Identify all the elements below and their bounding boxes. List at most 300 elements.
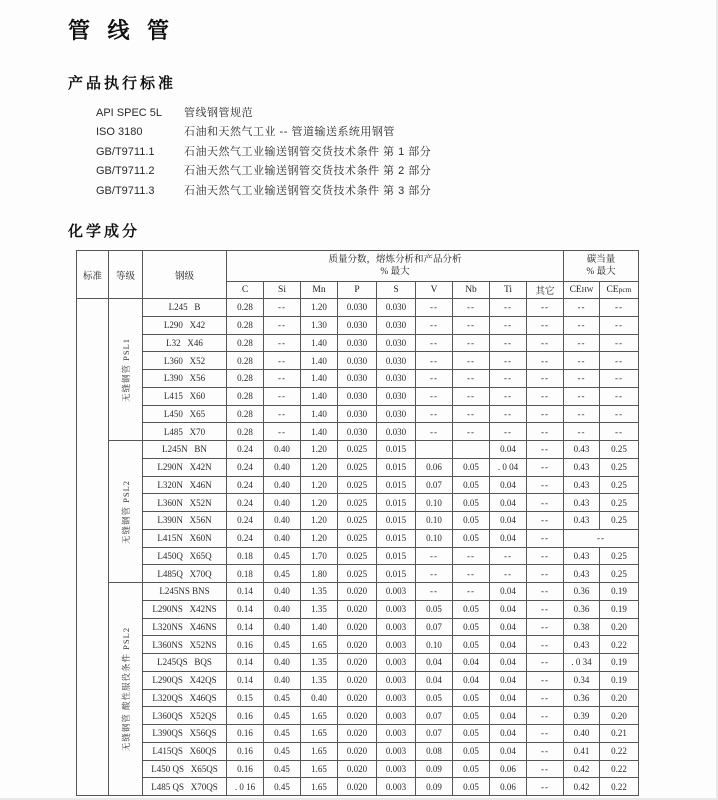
value-cell: 0.06 — [416, 458, 453, 476]
value-cell: 0.020 — [338, 760, 377, 778]
steel-grade-cell: L290 X42 — [143, 316, 227, 334]
value-cell: 0.04 — [490, 529, 527, 547]
value-cell: 0.020 — [338, 742, 377, 760]
steel-grade-cell: L320N X46N — [143, 476, 227, 494]
value-cell: -- — [416, 299, 453, 317]
value-cell: 0.030 — [338, 423, 377, 441]
ce-value-cell: 0.25 — [600, 494, 639, 512]
value-cell: 1.35 — [301, 600, 338, 618]
steel-grade-cell: L450 X65 — [143, 405, 227, 423]
steel-grade-cell: L290QS X42QS — [143, 671, 227, 689]
value-cell: 0.04 — [490, 707, 527, 725]
value-cell: 1.65 — [301, 725, 338, 743]
value-cell: 0.020 — [338, 600, 377, 618]
header-element-si: Si — [264, 282, 301, 299]
value-cell: 0.05 — [453, 494, 490, 512]
standard-description: 石油天然气工业输送钢管交货技术条件 第 3 部分 — [184, 184, 432, 197]
ce-value-cell: -- — [564, 316, 600, 334]
ce-value-cell: -- — [600, 316, 639, 334]
value-cell: -- — [527, 299, 564, 317]
ce-value-cell: 0.22 — [600, 778, 639, 796]
value-cell: -- — [527, 441, 564, 459]
value-cell: -- — [527, 370, 564, 388]
value-cell: -- — [527, 689, 564, 707]
chemistry-section-heading: 化学成分 — [68, 224, 141, 241]
ce-value-cell: -- — [600, 405, 639, 423]
ce-value-cell: 0.43 — [564, 636, 600, 654]
value-cell: 0.04 — [490, 441, 527, 459]
value-cell: 1.70 — [301, 547, 338, 565]
value-cell: 0.28 — [227, 387, 264, 405]
value-cell: -- — [490, 299, 527, 317]
ce-value-cell: 0.20 — [600, 707, 639, 725]
ce-value-cell: 0.19 — [600, 654, 639, 672]
header-element-other: 其它 — [527, 282, 564, 299]
value-cell: 0.015 — [377, 512, 416, 530]
value-cell: -- — [527, 760, 564, 778]
value-cell: 0.04 — [453, 671, 490, 689]
value-cell: -- — [453, 547, 490, 565]
value-cell: 0.24 — [227, 494, 264, 512]
value-cell: 0.003 — [377, 725, 416, 743]
ce-value-cell: 0.39 — [564, 707, 600, 725]
value-cell: -- — [416, 423, 453, 441]
value-cell: 0.015 — [377, 547, 416, 565]
value-cell: 1.40 — [301, 405, 338, 423]
ce-value-cell: . 0 34 — [564, 654, 600, 672]
value-cell: 0.030 — [377, 405, 416, 423]
value-cell: 0.003 — [377, 760, 416, 778]
table-row — [77, 423, 639, 441]
value-cell: 0.003 — [377, 583, 416, 601]
value-cell: 1.20 — [301, 494, 338, 512]
value-cell: 0.24 — [227, 529, 264, 547]
value-cell: -- — [264, 405, 301, 423]
value-cell: 0.04 — [416, 671, 453, 689]
ce-merged-cell: -- — [564, 529, 639, 547]
value-cell: 0.45 — [264, 760, 301, 778]
value-cell: 1.80 — [301, 565, 338, 583]
value-cell: 0.003 — [377, 636, 416, 654]
value-cell: -- — [416, 316, 453, 334]
value-cell: 0.020 — [338, 671, 377, 689]
value-cell: -- — [264, 299, 301, 317]
value-cell: 0.40 — [301, 689, 338, 707]
value-cell: 0.28 — [227, 316, 264, 334]
value-cell: 0.015 — [377, 529, 416, 547]
value-cell: 0.09 — [416, 778, 453, 796]
table-row — [77, 707, 639, 725]
value-cell: 1.20 — [301, 529, 338, 547]
steel-grade-cell: L415QS X60QS — [143, 742, 227, 760]
value-cell: 0.18 — [227, 547, 264, 565]
value-cell: 0.45 — [264, 742, 301, 760]
value-cell: 0.030 — [377, 334, 416, 352]
ce-value-cell: 0.36 — [564, 600, 600, 618]
table-row — [77, 458, 639, 476]
value-cell: 0.06 — [490, 760, 527, 778]
value-cell: 0.07 — [416, 725, 453, 743]
standard-description: 石油和天然气工业 -- 管道输送系统用钢管 — [184, 126, 395, 139]
value-cell: 1.40 — [301, 618, 338, 636]
value-cell: -- — [527, 636, 564, 654]
value-cell: 0.16 — [227, 760, 264, 778]
standard-code: GB/T9711.1 — [96, 145, 155, 158]
value-cell: 1.20 — [301, 512, 338, 530]
value-cell: -- — [527, 458, 564, 476]
table-row — [77, 387, 639, 405]
header-standard: 标准 — [77, 251, 109, 299]
table-row — [77, 742, 639, 760]
value-cell: 0.45 — [264, 707, 301, 725]
value-cell: 0.003 — [377, 618, 416, 636]
value-cell: 0.14 — [227, 583, 264, 601]
value-cell: 0.04 — [490, 671, 527, 689]
ce-value-cell: -- — [564, 352, 600, 370]
table-row — [77, 494, 639, 512]
value-cell: -- — [453, 352, 490, 370]
header-grade: 等级 — [109, 251, 143, 299]
value-cell: 0.05 — [453, 725, 490, 743]
value-cell: -- — [527, 387, 564, 405]
value-cell: 0.28 — [227, 299, 264, 317]
ce-value-cell: 0.20 — [600, 618, 639, 636]
steel-grade-cell: L320QS X46QS — [143, 689, 227, 707]
header-element-nb: Nb — [453, 282, 490, 299]
page-title: 管 线 管 — [68, 18, 176, 43]
value-cell: 0.28 — [227, 352, 264, 370]
value-cell: 0.05 — [453, 476, 490, 494]
header-ce-hw — [564, 282, 600, 299]
ce-value-cell: 0.43 — [564, 441, 600, 459]
steel-grade-cell: L450Q X65Q — [143, 547, 227, 565]
value-cell: 0.10 — [416, 529, 453, 547]
steel-grade-cell: L390QS X56QS — [143, 725, 227, 743]
value-cell: 0.45 — [264, 725, 301, 743]
value-cell: 0.16 — [227, 636, 264, 654]
value-cell: 0.04 — [490, 618, 527, 636]
value-cell: 0.030 — [338, 316, 377, 334]
standard-code: GB/T9711.3 — [96, 184, 155, 197]
ce-value-cell: 0.43 — [564, 458, 600, 476]
value-cell: 0.030 — [338, 387, 377, 405]
value-cell: -- — [490, 565, 527, 583]
value-cell — [453, 441, 490, 459]
value-cell: 0.003 — [377, 707, 416, 725]
value-cell: 0.030 — [338, 334, 377, 352]
value-cell: 0.030 — [338, 352, 377, 370]
steel-grade-cell: L245QS BQS — [143, 654, 227, 672]
table-row — [77, 583, 639, 601]
value-cell: 0.025 — [338, 441, 377, 459]
value-cell: 0.04 — [416, 654, 453, 672]
value-cell: 0.04 — [490, 636, 527, 654]
value-cell: -- — [264, 370, 301, 388]
value-cell: -- — [453, 565, 490, 583]
ce-value-cell: 0.42 — [564, 760, 600, 778]
header-mass-fraction — [227, 251, 564, 282]
table-row — [77, 441, 639, 459]
group-label: 无缝钢管 PSL2 — [120, 479, 131, 544]
value-cell: 0.04 — [490, 600, 527, 618]
value-cell: 0.24 — [227, 441, 264, 459]
value-cell: 0.05 — [453, 742, 490, 760]
value-cell: 0.24 — [227, 512, 264, 530]
table-row — [77, 760, 639, 778]
value-cell: -- — [453, 423, 490, 441]
value-cell: 1.35 — [301, 671, 338, 689]
value-cell: 0.10 — [416, 494, 453, 512]
steel-grade-cell: L290NS X42NS — [143, 600, 227, 618]
value-cell: 0.04 — [490, 742, 527, 760]
value-cell: -- — [527, 423, 564, 441]
ce-value-cell: -- — [600, 352, 639, 370]
value-cell: 0.14 — [227, 618, 264, 636]
value-cell: -- — [490, 334, 527, 352]
value-cell: -- — [416, 565, 453, 583]
value-cell: 0.24 — [227, 458, 264, 476]
steel-grade-cell: L360N X52N — [143, 494, 227, 512]
value-cell: 0.07 — [416, 476, 453, 494]
value-cell — [416, 441, 453, 459]
ce-value-cell: 0.41 — [564, 742, 600, 760]
value-cell: 0.003 — [377, 778, 416, 796]
value-cell: 0.05 — [453, 618, 490, 636]
value-cell: 0.45 — [264, 565, 301, 583]
value-cell: 0.04 — [490, 583, 527, 601]
value-cell: 0.40 — [264, 600, 301, 618]
value-cell: 0.020 — [338, 778, 377, 796]
value-cell: -- — [453, 334, 490, 352]
table-row — [77, 316, 639, 334]
value-cell: 0.40 — [264, 583, 301, 601]
ce-value-cell: 0.42 — [564, 778, 600, 796]
ce-value-cell: -- — [600, 299, 639, 317]
value-cell: 0.24 — [227, 476, 264, 494]
steel-grade-cell: L390 X56 — [143, 370, 227, 388]
value-cell: -- — [527, 547, 564, 565]
table-row — [77, 334, 639, 352]
value-cell: 0.015 — [377, 458, 416, 476]
header-element-p: P — [338, 282, 377, 299]
ce-hw-base: CE — [569, 285, 582, 296]
ce-value-cell: 0.43 — [564, 494, 600, 512]
value-cell: -- — [490, 423, 527, 441]
value-cell: 0.14 — [227, 600, 264, 618]
value-cell: 0.05 — [453, 458, 490, 476]
value-cell: 1.65 — [301, 707, 338, 725]
value-cell: 1.35 — [301, 583, 338, 601]
value-cell: 0.030 — [338, 370, 377, 388]
steel-grade-cell: L320NS X46NS — [143, 618, 227, 636]
ce-value-cell: -- — [600, 387, 639, 405]
standard-code: API SPEC 5L — [96, 107, 163, 119]
steel-grade-cell: L245N BN — [143, 441, 227, 459]
ce-value-cell: -- — [564, 299, 600, 317]
standard-description: 石油天然气工业输送钢管交货技术条件 第 2 部分 — [184, 165, 432, 178]
value-cell: 0.04 — [490, 725, 527, 743]
ce-value-cell: 0.34 — [564, 671, 600, 689]
table-row — [77, 352, 639, 370]
steel-grade-cell: L360QS X52QS — [143, 707, 227, 725]
value-cell: 0.030 — [377, 316, 416, 334]
value-cell: 0.10 — [416, 512, 453, 530]
value-cell: 0.020 — [338, 707, 377, 725]
value-cell: -- — [490, 387, 527, 405]
value-cell: 0.40 — [264, 494, 301, 512]
ce-value-cell: 0.36 — [564, 583, 600, 601]
ce-value-cell: 0.43 — [564, 547, 600, 565]
value-cell: . 0 04 — [490, 458, 527, 476]
table-row — [77, 778, 639, 796]
value-cell: 0.14 — [227, 671, 264, 689]
ce-value-cell: 0.19 — [600, 583, 639, 601]
value-cell: 0.05 — [453, 760, 490, 778]
ce-value-cell: 0.25 — [600, 565, 639, 583]
value-cell: -- — [453, 316, 490, 334]
value-cell: -- — [527, 707, 564, 725]
header-element-c: C — [227, 282, 264, 299]
value-cell: -- — [416, 547, 453, 565]
value-cell: 0.015 — [377, 494, 416, 512]
value-cell: 0.28 — [227, 370, 264, 388]
table-row — [77, 600, 639, 618]
value-cell: 0.030 — [377, 299, 416, 317]
value-cell: 0.45 — [264, 778, 301, 796]
standard-item — [96, 104, 716, 123]
ce-value-cell: 0.22 — [600, 760, 639, 778]
standard-item — [96, 123, 716, 142]
value-cell: -- — [527, 583, 564, 601]
ce-pcm-base: CE — [606, 285, 619, 296]
table-row — [77, 547, 639, 565]
value-cell: 1.40 — [301, 370, 338, 388]
value-cell: 0.07 — [416, 618, 453, 636]
value-cell: -- — [490, 316, 527, 334]
ce-value-cell: -- — [564, 334, 600, 352]
value-cell: 0.28 — [227, 423, 264, 441]
value-cell: 0.09 — [416, 760, 453, 778]
header-ce-pcm — [600, 282, 639, 299]
value-cell: 0.04 — [490, 476, 527, 494]
value-cell: -- — [490, 405, 527, 423]
value-cell: 0.003 — [377, 671, 416, 689]
steel-grade-cell: L485 QS X70QS — [143, 778, 227, 796]
table-row — [77, 299, 639, 317]
table-row — [77, 725, 639, 743]
table-row — [77, 689, 639, 707]
value-cell: -- — [416, 370, 453, 388]
value-cell: 1.40 — [301, 352, 338, 370]
value-cell: 0.025 — [338, 529, 377, 547]
standard-description: 管线钢管规范 — [184, 107, 253, 119]
value-cell: -- — [527, 352, 564, 370]
value-cell: -- — [527, 334, 564, 352]
value-cell: -- — [527, 476, 564, 494]
mass-fraction-max-label: % 最大 — [380, 267, 410, 278]
value-cell: -- — [527, 565, 564, 583]
ce-value-cell: 0.25 — [600, 476, 639, 494]
ce-value-cell: 0.25 — [600, 547, 639, 565]
steel-grade-cell: L415N X60N — [143, 529, 227, 547]
table-row — [77, 671, 639, 689]
value-cell: 1.65 — [301, 760, 338, 778]
value-cell: 0.003 — [377, 742, 416, 760]
value-cell: 0.40 — [264, 671, 301, 689]
header-element-v: V — [416, 282, 453, 299]
ce-value-cell: 0.43 — [564, 565, 600, 583]
header-element-mn: Mn — [301, 282, 338, 299]
value-cell: 0.003 — [377, 654, 416, 672]
header-steel-grade: 钢级 — [143, 251, 227, 299]
steel-grade-cell: L360NS X52NS — [143, 636, 227, 654]
ce-value-cell: 0.25 — [600, 458, 639, 476]
standard-item — [96, 182, 716, 201]
value-cell: 0.030 — [377, 387, 416, 405]
value-cell: 0.40 — [264, 529, 301, 547]
ce-value-cell: -- — [600, 334, 639, 352]
value-cell: . 0 16 — [227, 778, 264, 796]
value-cell: 0.40 — [264, 618, 301, 636]
value-cell: 0.030 — [338, 405, 377, 423]
value-cell: -- — [416, 405, 453, 423]
standard-item — [96, 162, 716, 181]
standard-description: 石油天然气工业输送钢管交货技术条件 第 1 部分 — [184, 145, 432, 158]
value-cell: 1.40 — [301, 387, 338, 405]
steel-grade-cell: L450 QS X65QS — [143, 760, 227, 778]
value-cell: 0.04 — [490, 512, 527, 530]
value-cell: 1.40 — [301, 334, 338, 352]
ce-value-cell: 0.19 — [600, 600, 639, 618]
value-cell: 0.04 — [490, 689, 527, 707]
table-row — [77, 618, 639, 636]
value-cell: 0.16 — [227, 742, 264, 760]
value-cell: 0.003 — [377, 600, 416, 618]
group-label: 无缝钢管 PSL1 — [120, 337, 131, 402]
value-cell: 0.015 — [377, 565, 416, 583]
steel-grade-cell: L485 X70 — [143, 423, 227, 441]
ce-pcm-sub: pcm — [618, 285, 632, 295]
group-label-cell — [109, 441, 143, 583]
ce-hw-sub: HW — [581, 286, 594, 295]
standards-section-heading: 产品执行标准 — [68, 76, 177, 92]
table-row — [77, 565, 639, 583]
ce-value-cell: 0.22 — [600, 742, 639, 760]
value-cell: 0.05 — [453, 636, 490, 654]
value-cell: 0.07 — [416, 707, 453, 725]
value-cell: 0.05 — [453, 778, 490, 796]
header-carbon-equivalent — [564, 251, 639, 282]
value-cell: 0.030 — [377, 423, 416, 441]
value-cell: -- — [490, 370, 527, 388]
steel-grade-cell: L290N X42N — [143, 458, 227, 476]
value-cell: 1.20 — [301, 476, 338, 494]
value-cell: -- — [527, 405, 564, 423]
value-cell: -- — [527, 725, 564, 743]
value-cell: 0.14 — [227, 654, 264, 672]
value-cell: -- — [264, 387, 301, 405]
value-cell: -- — [453, 405, 490, 423]
value-cell: 0.18 — [227, 565, 264, 583]
ce-value-cell: -- — [564, 423, 600, 441]
value-cell: 0.025 — [338, 565, 377, 583]
value-cell: 0.05 — [416, 600, 453, 618]
group-label: 无缝钢管 酸性服役条件 PSL2 — [120, 626, 131, 752]
table-row — [77, 476, 639, 494]
value-cell: -- — [527, 654, 564, 672]
standard-code: ISO 3180 — [96, 126, 143, 139]
steel-grade-cell: L485Q X70Q — [143, 565, 227, 583]
